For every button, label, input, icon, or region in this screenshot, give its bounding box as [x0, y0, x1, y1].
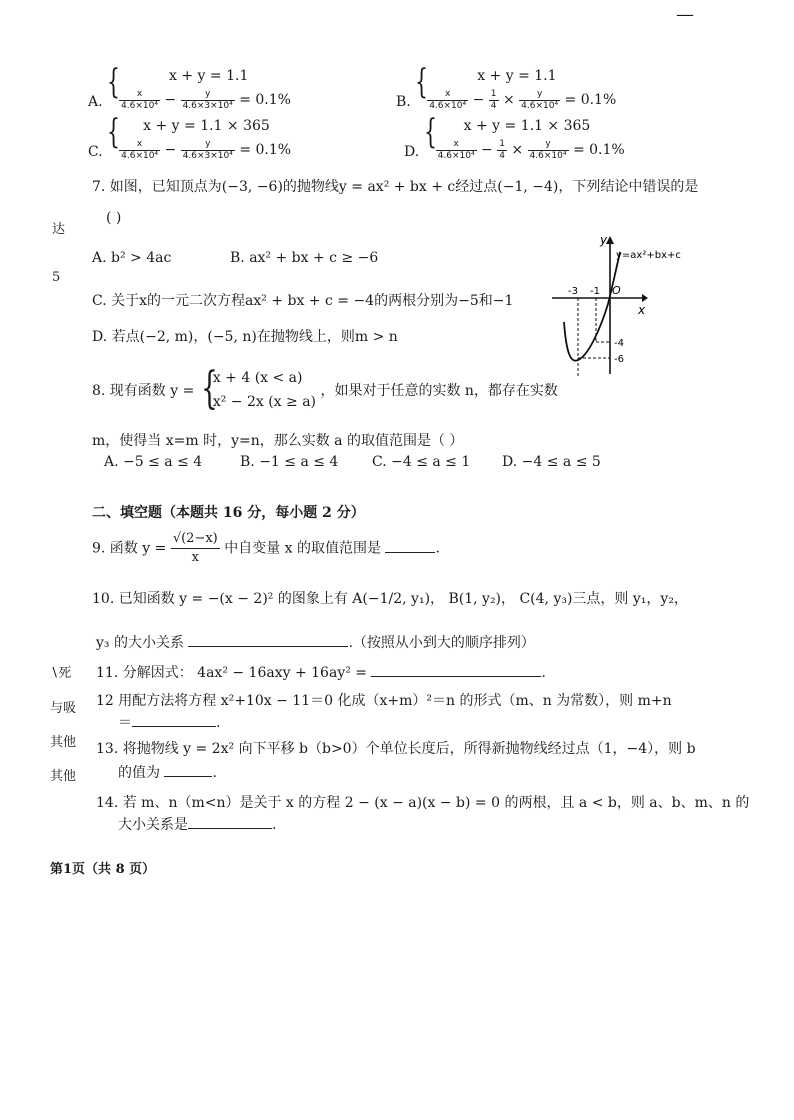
- q9-lead: 9. 函数 y =: [92, 540, 167, 557]
- q8-stem: 8. 现有函数 y = { x + 4 (x < a) x² − 2x (x ≥ a) ，如果对于任意的实数 n，都存在实数: [92, 363, 558, 414]
- q10-line-1: [92, 588, 688, 608]
- q14-line-2: 大小关系是 .: [118, 814, 276, 834]
- option-label: C.: [88, 144, 103, 160]
- q6-option-d: D. { x + y = 1.1 × 365 $\frac{x}{\text{4.6×10⁴}}$ − $\frac{1}{4}$ × $\frac{y}{\text{4.6×10⁴}}$ = 0.1%: [404, 112, 625, 161]
- equation: x + y = 1.1 × 365: [143, 118, 270, 134]
- q8-option-a: A. −5 ≤ a ≤ 4: [104, 454, 203, 470]
- origin-label: O: [612, 284, 621, 297]
- answer-blank[interactable]: [132, 712, 216, 727]
- q12-equals: ＝: [118, 715, 132, 731]
- q8-option-c: C. −4 ≤ a ≤ 1: [372, 454, 471, 470]
- q10-line-2-lead: y₃ 的大小关系: [96, 635, 184, 651]
- q13-line-2: 的值为 .: [118, 762, 217, 782]
- tick-label: -1: [590, 286, 600, 297]
- q8-tail: ，如果对于任意的实数 n，都存在实数: [320, 383, 558, 399]
- q8-lead: 8. 现有函数 y =: [92, 383, 195, 399]
- q10-point-a: (−1/2, y₁): [362, 591, 431, 607]
- option-label: B.: [396, 94, 411, 110]
- q7-option-b: B. ax² + bx + c ≥ −6: [230, 250, 379, 266]
- q12-line-1: 12 用配方法将方程 x²+10x − 11＝0 化成（x+m）²＝n 的形式（m、n 为常数），则 m+n: [96, 693, 672, 709]
- function-label: y=ax²+bx+c: [616, 250, 681, 261]
- q9-numerator: √(2−x): [171, 530, 220, 549]
- q7-stem: 7. 如图，已知顶点为(−3, −6)的抛物线y = ax² + bx + c经过点(−1, −4)，下列结论中错误的是: [92, 179, 699, 195]
- q14-line-2-text: 大小关系是: [118, 817, 188, 833]
- q8-case-1: x + 4 (x < a): [212, 370, 303, 386]
- margin-fragment: 其他: [50, 735, 77, 750]
- q7-option-d: D. 若点(−2, m)，(−5, n)在抛物线上，则m > n: [92, 329, 398, 345]
- q9: 9. 函数 y = $\frac{√(2-x)}{x}$ 中自变量 x 的取值范围是 .: [92, 531, 440, 565]
- q10-line-2: [96, 632, 535, 652]
- parabola-graph: [548, 230, 698, 380]
- margin-fragment: 与吸: [50, 701, 77, 716]
- x-axis-label: x: [638, 303, 646, 317]
- equation: x + y = 1.1: [169, 68, 249, 84]
- q8-option-d: D. −4 ≤ a ≤ 5: [502, 454, 601, 470]
- tick-label: -3: [568, 286, 578, 297]
- answer-blank[interactable]: [385, 538, 435, 553]
- top-dash: —: [676, 4, 694, 25]
- q7-answer-paren: ( ): [106, 210, 122, 226]
- margin-fragment: 5: [52, 270, 61, 285]
- margin-fragment: 达: [52, 222, 66, 237]
- margin-fragment: ∖死: [50, 666, 72, 681]
- q11: 11. 分解因式： 4ax² − 16axy + 16ay² = .: [96, 662, 546, 682]
- y-axis-label: y: [600, 233, 608, 247]
- parabola-curve: [564, 252, 620, 361]
- q12-line-2: ＝ .: [118, 712, 220, 732]
- page-footer: 第1页（共 8 页）: [50, 862, 156, 877]
- tick-label: -6: [614, 354, 624, 365]
- q8-option-b: B. −1 ≤ a ≤ 4: [240, 454, 339, 470]
- margin-fragment: 其他: [50, 769, 77, 784]
- q10-lead: 10. 已知函数 y = −(x − 2)² 的图象上有 A: [92, 591, 363, 607]
- q14-line-1: 14. 若 m、n（m<n）是关于 x 的方程 2 − (x − a)(x − b) = 0 的两根，且 a < b，则 a、b、m、n 的: [96, 795, 750, 811]
- option-label: A.: [88, 94, 103, 110]
- q13-line-1: 13. 将抛物线 y = 2x² 向下平移 b（b>0）个单位长度后，所得新抛物线经过点（1，−4），则 b: [96, 741, 696, 757]
- answer-blank[interactable]: [371, 662, 541, 677]
- option-label: D.: [404, 144, 420, 160]
- q6-option-c: C. { x + y = 1.1 × 365 $\frac{x}{\text{4.6×10⁴}}$ − $\frac{y}{\text{4.6×3×10⁴}}$ = 0.1%: [88, 112, 292, 161]
- tick-label: -4: [614, 338, 624, 349]
- q10-line-2-tail: .（按照从小到大的顺序排列）: [348, 635, 535, 651]
- equation: x + y = 1.1: [477, 68, 557, 84]
- q9-denominator: x: [191, 550, 199, 565]
- q6-option-b: B. { x + y = 1.1 $\frac{x}{\text{4.6×10⁴}}$ − $\frac{1}{4}$ × $\frac{y}{\text{4.6×10⁴}}$ = 0.1%: [396, 62, 617, 111]
- q11-text: 11. 分解因式： 4ax² − 16axy + 16ay² =: [96, 665, 368, 681]
- q13-line-2-text: 的值为: [118, 765, 160, 781]
- q7-option-a: A. b² > 4ac: [92, 250, 172, 266]
- q7-option-c: C. 关于x的一元二次方程ax² + bx + c = −4的两根分别为−5和−1: [92, 293, 514, 309]
- q6-option-a: A. { x + y = 1.1 $\frac{x}{\text{4.6×10⁴}}$ − $\frac{y}{\text{4.6×3×10⁴}}$ = 0.1%: [88, 62, 291, 111]
- answer-blank[interactable]: [188, 632, 348, 647]
- answer-blank[interactable]: [188, 814, 272, 829]
- equation: x + y = 1.1 × 365: [463, 118, 591, 134]
- answer-blank[interactable]: [164, 762, 212, 777]
- section-heading: 二、填空题（本题共 16 分，每小题 2 分）: [92, 505, 365, 521]
- q9-tail: 中自变量 x 的取值范围是: [224, 540, 381, 557]
- q8-line-2: m，使得当 x=m 时，y=n，那么实数 a 的取值范围是（ ）: [92, 433, 464, 449]
- q10-points-bc: ， B(1, y₂)， C(4, y₃)三点，则 y₁，y₂，: [430, 591, 688, 607]
- q8-case-2: x² − 2x (x ≥ a): [212, 394, 317, 410]
